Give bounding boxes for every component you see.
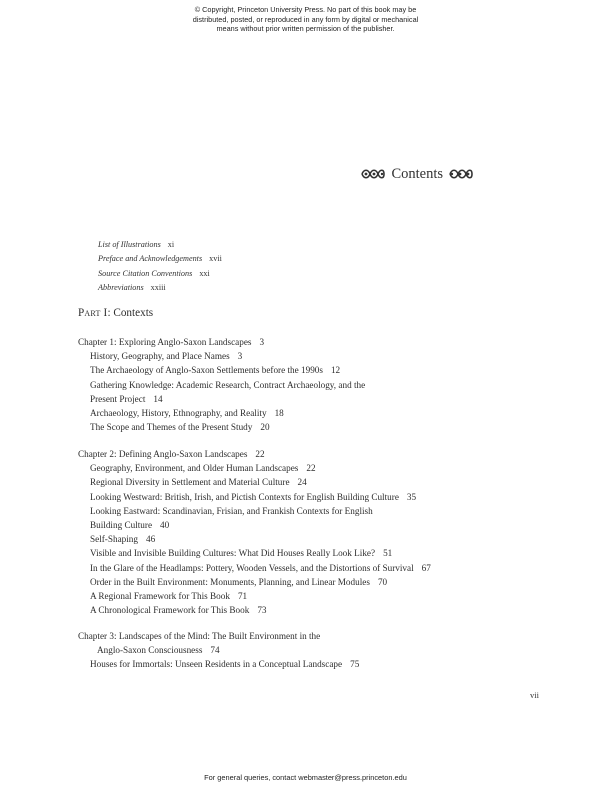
section-entry[interactable] — [78, 546, 431, 560]
section-page: 46 — [145, 534, 156, 545]
section-title: A Chronological Framework for This Book — [90, 605, 250, 616]
toc-entry[interactable] — [98, 252, 222, 266]
section-entry[interactable] — [78, 504, 431, 518]
page-number: vii — [530, 690, 539, 700]
chapter-2-block — [78, 447, 431, 617]
section-entry[interactable] — [78, 589, 431, 603]
toc-entry-title: Source Citation Conventions — [98, 268, 193, 278]
section-title: Regional Diversity in Settlement and Material Culture — [90, 477, 290, 488]
toc-entry-title: Preface and Acknowledgements — [98, 254, 203, 264]
section-page: 73 — [257, 605, 267, 616]
copyright-line: © Copyright, Princeton University Press. No part of this book may be — [194, 5, 417, 14]
section-page: 3 — [237, 351, 243, 362]
toc-entry-title: List of Illustrations — [98, 240, 161, 249]
chapter-1-block — [78, 335, 365, 434]
part-heading — [78, 307, 153, 319]
section-title: The Scope and Themes of the Present Study — [90, 422, 253, 433]
section-page: 75 — [350, 659, 360, 670]
chapter-page: 3 — [259, 337, 265, 347]
section-entry[interactable] — [78, 349, 365, 363]
part-title: : Contexts — [107, 307, 154, 319]
toc-entry-page: xvii — [209, 254, 222, 264]
section-entry[interactable] — [78, 378, 365, 392]
section-entry[interactable] — [78, 461, 431, 475]
section-title: Order in the Built Environment: Monuments, Planning, and Linear Modules — [90, 576, 370, 587]
toc-entry-page: xxi — [199, 268, 210, 278]
section-page: 12 — [330, 365, 341, 376]
section-entry[interactable] — [78, 490, 431, 504]
copyright-notice — [0, 5, 611, 34]
section-title: Houses for Immortals: Unseen Residents in a Conceptual Landscape — [90, 659, 343, 670]
section-entry[interactable] — [78, 420, 365, 434]
section-page: 24 — [297, 477, 307, 488]
section-title: The Archaeology of Anglo-Saxon Settlements before the 1990s — [90, 365, 323, 376]
toc-entry[interactable] — [98, 281, 222, 295]
section-title: In the Glare of the Headlamps: Pottery, Wooden Vessels, and the Distortions of Survival — [90, 562, 414, 573]
section-entry[interactable] — [78, 603, 431, 617]
section-title: Gathering Knowledge: Academic Research, Contract Archaeology, and the — [90, 379, 366, 390]
chapter-title: Chapter 2: Defining Anglo-Saxon Landscapes — [78, 449, 248, 459]
chapter-3-block — [78, 629, 359, 672]
section-title: Present Project — [90, 393, 146, 404]
footer-contact: For general queries, contact webmaster@press.princeton.edu — [204, 773, 407, 782]
section-page: 20 — [260, 422, 270, 433]
section-entry[interactable] — [78, 406, 365, 420]
section-page: 70 — [377, 576, 388, 587]
chapter-title: Chapter 3: Landscapes of the Mind: The Built Environment in the — [78, 631, 321, 641]
chapter-entry-continuation[interactable] — [78, 643, 359, 657]
section-title: Geography, Environment, and Older Human Landscapes — [90, 463, 299, 474]
toc-entry[interactable] — [98, 238, 222, 252]
section-page: 40 — [160, 520, 170, 531]
part-label: Part I — [78, 307, 108, 319]
section-entry[interactable] — [78, 518, 431, 532]
knotwork-ornament-icon — [361, 168, 385, 180]
section-title: Looking Westward: British, Irish, and Pictish Contexts for English Building Culture — [90, 491, 399, 502]
section-title: Looking Eastward: Scandinavian, Frisian, and Frankish Contexts for English — [90, 505, 373, 516]
section-entry[interactable] — [78, 363, 365, 377]
chapter-title: Anglo-Saxon Consciousness — [97, 645, 203, 656]
front-matter-list — [98, 238, 222, 295]
chapter-title: Chapter 1: Exploring Anglo-Saxon Landscapes — [78, 337, 252, 347]
chapter-page: 22 — [255, 449, 265, 459]
section-page: 14 — [153, 393, 163, 404]
section-page: 18 — [274, 408, 284, 419]
section-title: Self-Shaping — [90, 534, 138, 545]
chapter-entry[interactable] — [78, 629, 359, 643]
section-page: 67 — [421, 562, 431, 573]
section-title: Archaeology, History, Ethnography, and Reality — [90, 408, 267, 419]
section-entry[interactable] — [78, 561, 431, 575]
section-title: History, Geography, and Place Names — [90, 351, 230, 362]
section-title: Visible and Invisible Building Cultures: What Did Houses Really Look Like? — [90, 548, 376, 559]
section-title: A Regional Framework for This Book — [90, 591, 230, 602]
section-page: 22 — [306, 463, 316, 474]
toc-entry-title: Abbreviations — [98, 282, 144, 292]
chapter-entry[interactable] — [78, 335, 365, 349]
section-entry[interactable] — [78, 532, 431, 546]
toc-entry[interactable] — [98, 267, 222, 281]
section-entry[interactable] — [78, 392, 365, 406]
page-title: Contents — [391, 165, 443, 182]
toc-entry-page: xi — [167, 240, 175, 249]
copyright-line: distributed, posted, or reproduced in any form by digital or mechanical — [192, 14, 419, 24]
contents-heading — [361, 164, 473, 184]
knotwork-ornament-icon — [449, 168, 473, 180]
toc-entry-page: xxiii — [150, 282, 166, 292]
section-page: 71 — [237, 591, 248, 602]
section-entry[interactable] — [78, 575, 431, 589]
section-page: 35 — [406, 491, 417, 502]
chapter-page: 74 — [210, 645, 220, 656]
chapter-entry[interactable] — [78, 447, 431, 461]
section-page: 51 — [383, 548, 393, 559]
copyright-line: means without prior written permission of the publisher. — [216, 24, 395, 34]
section-entry[interactable] — [78, 475, 431, 489]
section-title: Building Culture — [90, 520, 153, 531]
section-entry[interactable] — [78, 657, 359, 671]
